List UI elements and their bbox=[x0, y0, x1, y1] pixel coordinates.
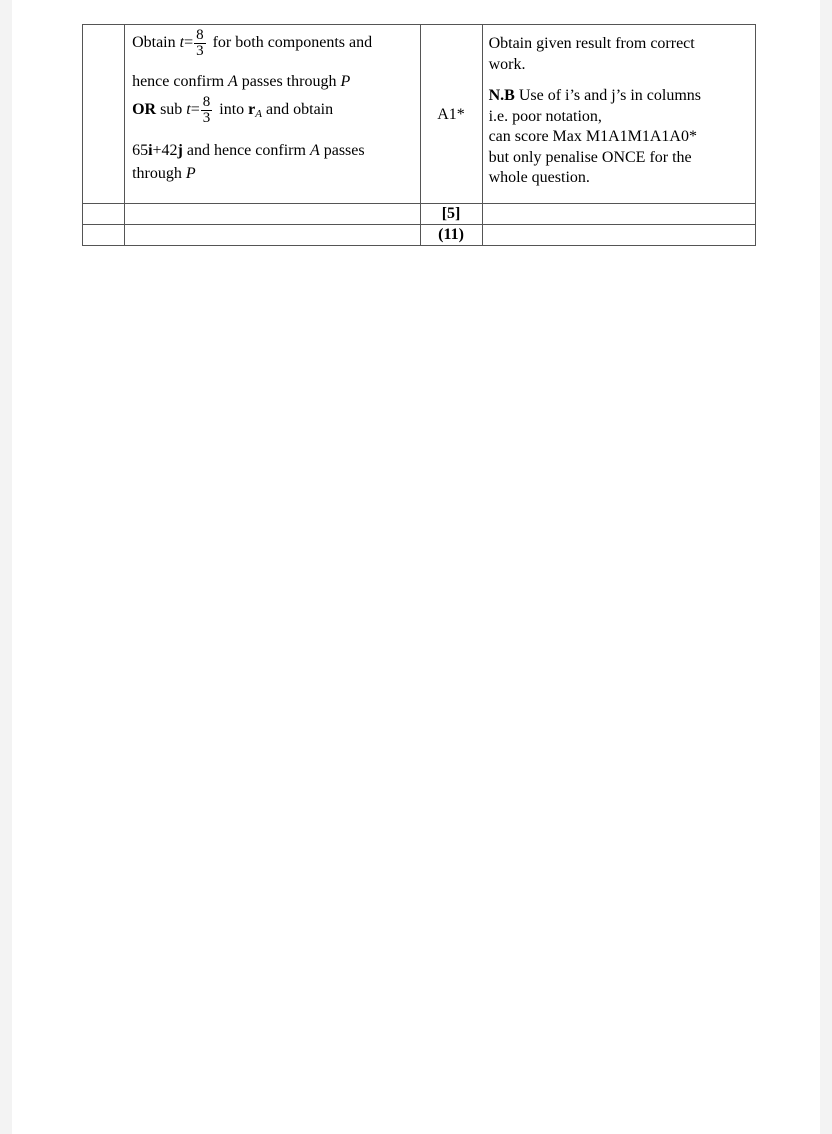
empty-cell bbox=[83, 225, 125, 246]
method-text: through bbox=[132, 165, 182, 182]
method-line-3 bbox=[132, 95, 333, 126]
mark-scheme-table bbox=[82, 24, 756, 246]
method-line-2 bbox=[132, 72, 350, 92]
coefficient-j: 42 bbox=[161, 142, 178, 159]
note-line: but only penalise ONCE for the bbox=[488, 148, 692, 166]
or-label: OR bbox=[132, 101, 157, 119]
method-line-5 bbox=[132, 164, 196, 184]
empty-cell bbox=[125, 204, 420, 225]
vector-r: r bbox=[248, 101, 256, 119]
empty-cell bbox=[83, 204, 125, 225]
note-line: whole question. bbox=[488, 169, 590, 186]
method-text: for both components and bbox=[212, 34, 373, 52]
fraction bbox=[194, 28, 206, 59]
fraction-denominator: 3 bbox=[202, 110, 211, 126]
method-cell bbox=[125, 25, 420, 204]
empty-cell bbox=[125, 225, 420, 246]
empty-cell bbox=[482, 225, 755, 246]
method-text: Obtain bbox=[132, 34, 176, 52]
vector-r-subscript: A bbox=[255, 108, 263, 121]
table-row bbox=[83, 225, 756, 246]
method-line-4 bbox=[132, 141, 365, 161]
table-row bbox=[83, 204, 756, 225]
coefficient-i: 65 bbox=[132, 142, 149, 159]
mark-award: A1* bbox=[437, 106, 465, 123]
empty-cell bbox=[482, 204, 755, 225]
variable-A: A bbox=[228, 73, 238, 90]
note-line: Obtain given result from correct bbox=[488, 35, 695, 52]
fraction-numerator: 8 bbox=[196, 27, 204, 43]
table-row bbox=[83, 25, 756, 204]
note-line: work. bbox=[488, 55, 526, 73]
variable-P: P bbox=[340, 73, 351, 90]
fraction-numerator: 8 bbox=[202, 94, 211, 110]
nb-label: N.B bbox=[488, 87, 515, 104]
question-total: (11) bbox=[420, 225, 482, 246]
variable-t: t bbox=[186, 101, 191, 119]
equals-sign: = bbox=[184, 34, 194, 52]
note-line: can score Max M1A1M1A1A0* bbox=[488, 128, 697, 145]
variable-A: A bbox=[309, 142, 320, 159]
plus-sign: + bbox=[152, 142, 162, 159]
method-text: and obtain bbox=[266, 101, 334, 119]
variable-t: t bbox=[179, 34, 185, 52]
method-text: hence confirm bbox=[132, 73, 225, 90]
unit-vector-j: j bbox=[177, 142, 183, 159]
method-text: passes bbox=[323, 142, 365, 159]
method-text: sub bbox=[160, 101, 183, 119]
fraction bbox=[201, 95, 213, 126]
fraction-denominator: 3 bbox=[196, 43, 204, 59]
unit-vector-i: i bbox=[148, 142, 153, 159]
page bbox=[12, 0, 820, 1134]
variable-P: P bbox=[185, 165, 196, 182]
marks-cell bbox=[420, 25, 482, 204]
note-line: i.e. poor notation, bbox=[488, 107, 602, 125]
question-number-cell bbox=[83, 25, 125, 204]
equals-sign: = bbox=[190, 101, 200, 119]
method-text: and hence confirm bbox=[186, 142, 306, 159]
part-total: [5] bbox=[420, 204, 482, 225]
method-text: into bbox=[219, 101, 245, 119]
note-text: Use of i’s and j’s in columns bbox=[518, 87, 702, 104]
method-text: passes through bbox=[241, 73, 337, 90]
method-line-1 bbox=[132, 28, 372, 59]
note-line bbox=[489, 86, 749, 107]
notes-cell bbox=[482, 25, 755, 204]
